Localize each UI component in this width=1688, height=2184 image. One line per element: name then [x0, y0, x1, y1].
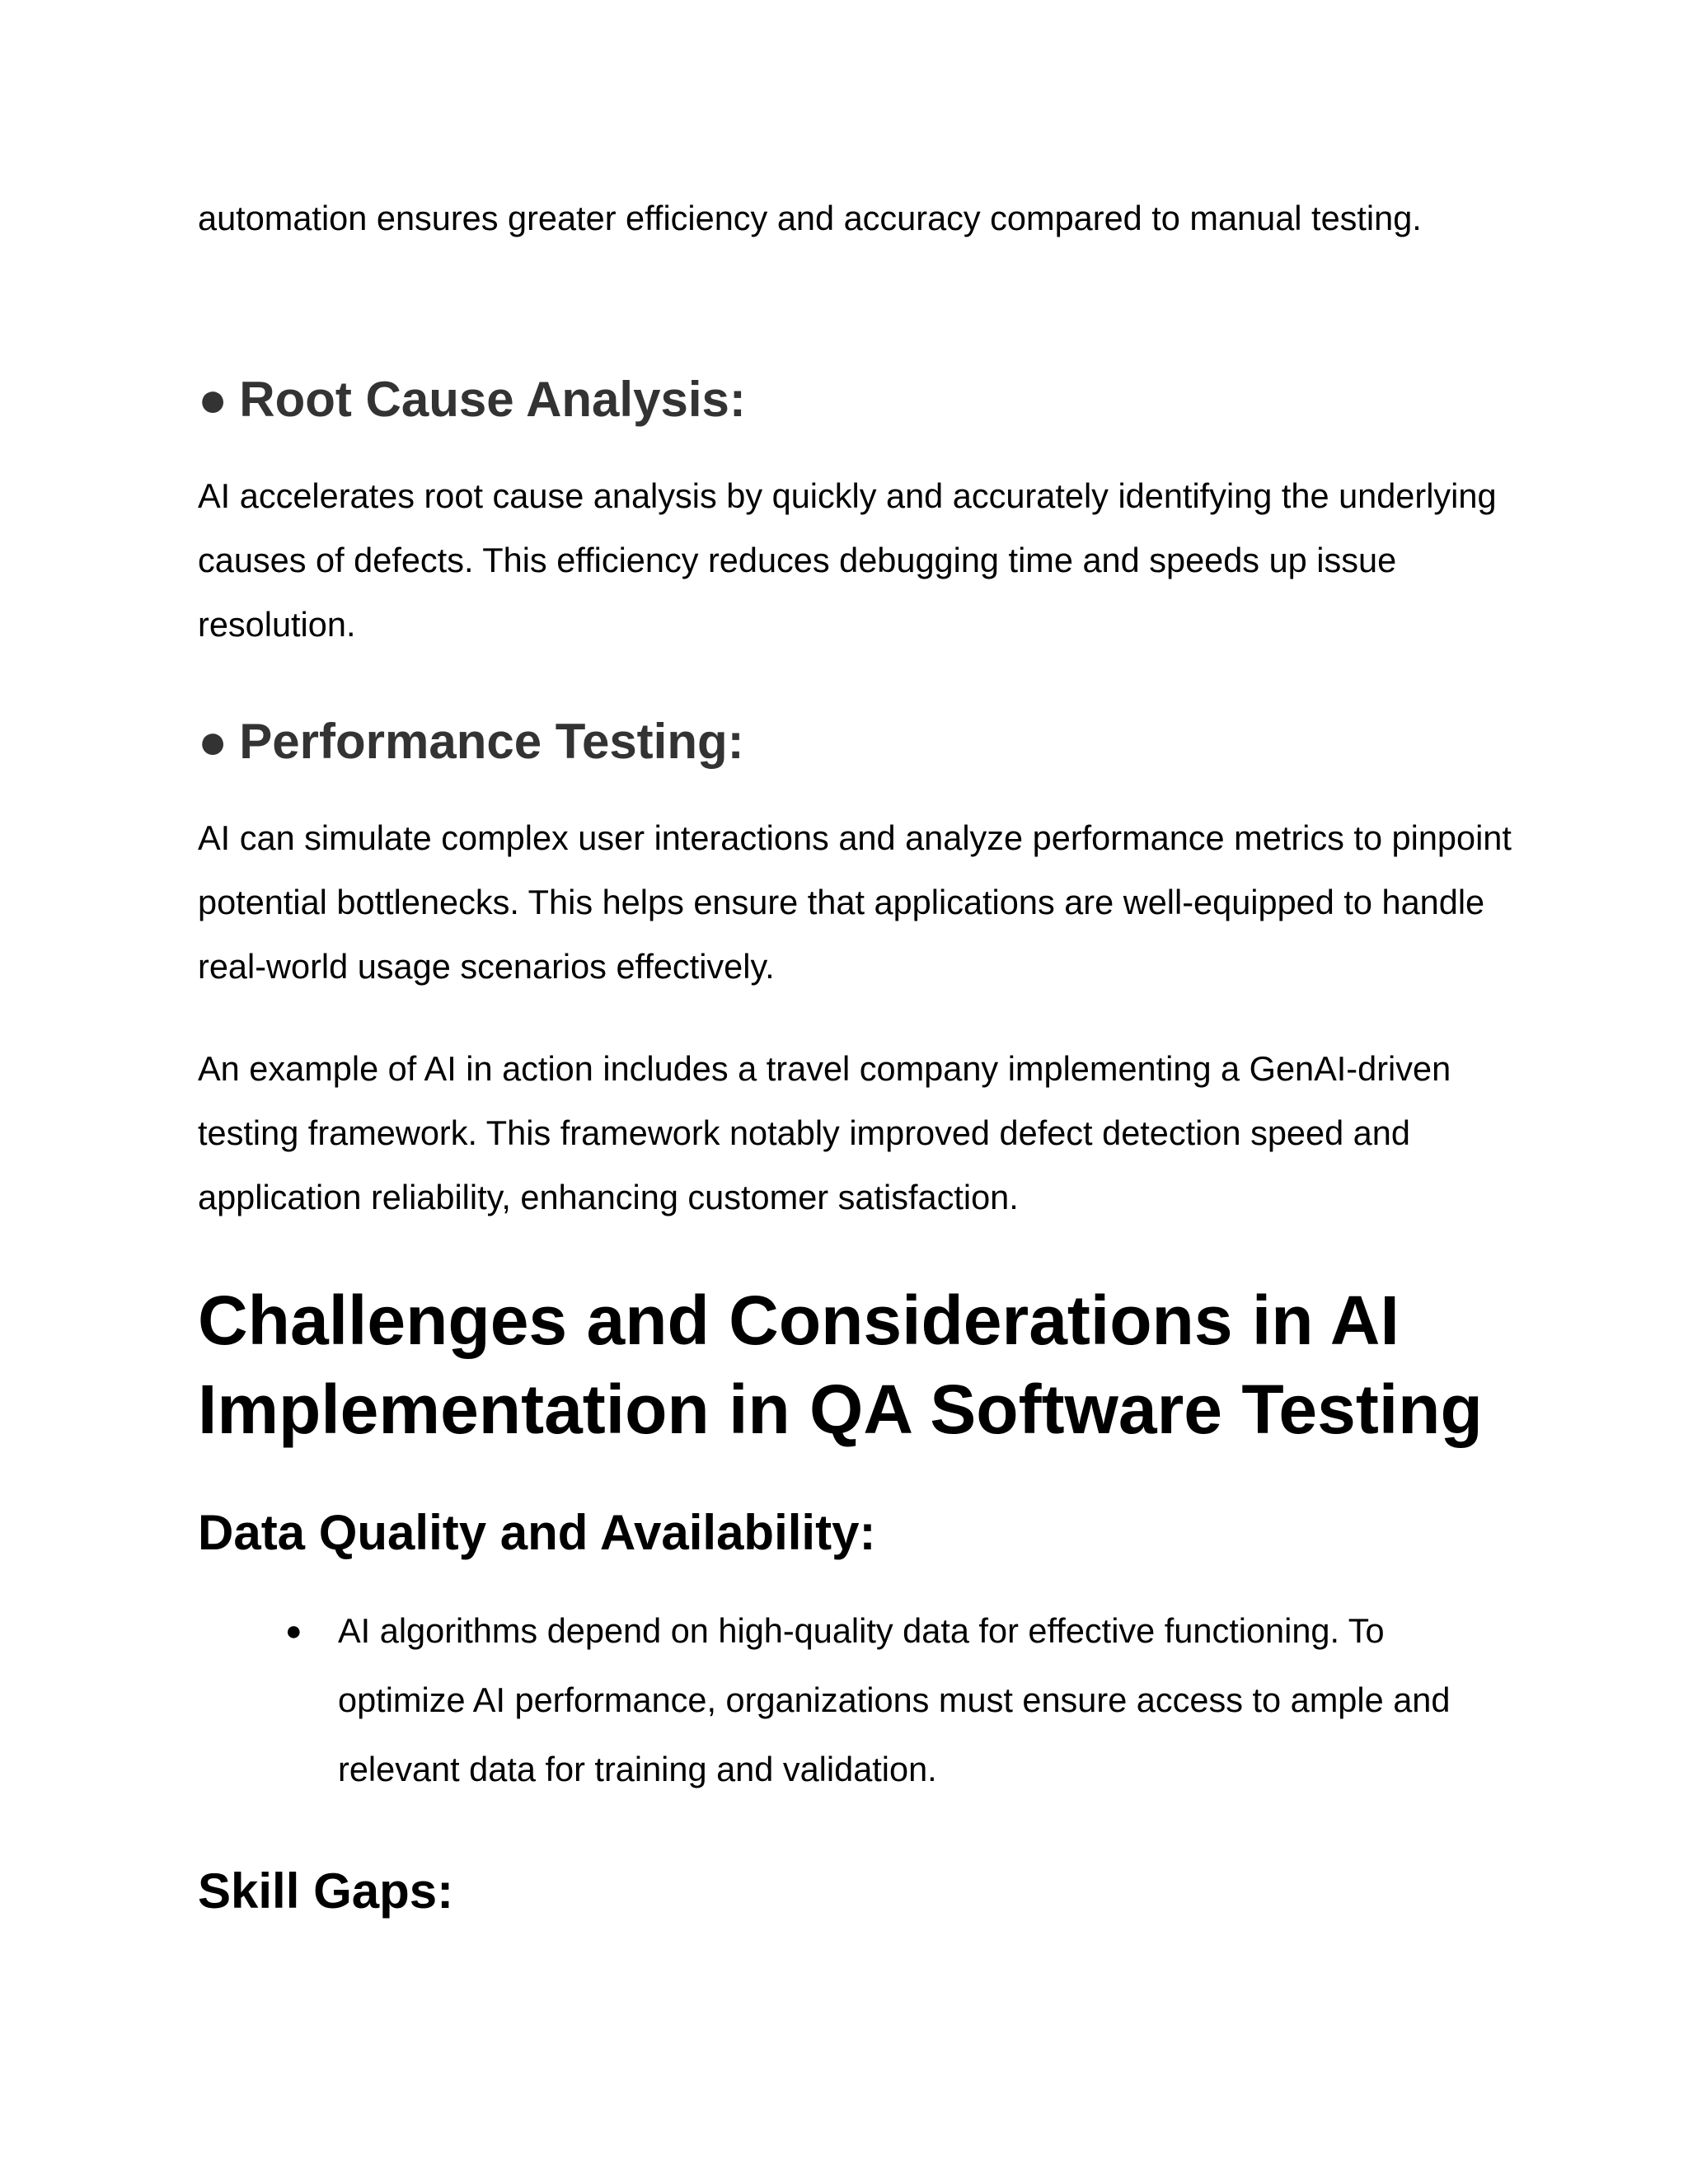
bullet-icon: ● [285, 1615, 302, 1647]
example-paragraph: An example of AI in action includes a travel company implementing a GenAI-driven testing framework. This framework notably improved defect detection speed and application reliability, enhancing customer satisfaction. [198, 1049, 1451, 1216]
list-item-text: AI algorithms depend on high-quality data for effective functioning. To optimize AI performance, organizations must ensure access to ample and relevant data for training and validation. [338, 1611, 1451, 1788]
list-item [198, 1596, 1517, 1804]
performance-testing-body: AI can simulate complex user interactions and analyze performance metrics to pinpoint potential bottlenecks. This helps ensure that applications are well-equipped to handle real-world usage scenarios effectively. [198, 818, 1512, 986]
root-cause-analysis-body: AI accelerates root cause analysis by quickly and accurately identifying the underlying causes of defects. This efficiency reduces debugging time and speeds up issue resolution. [198, 476, 1497, 644]
data-quality-heading: Data Quality and Availability: [198, 1505, 876, 1560]
bullet-icon: ● [198, 714, 228, 769]
root-cause-analysis-heading [198, 367, 746, 433]
bullet-icon: ● [198, 372, 228, 427]
performance-testing-heading-text: Performance Testing: [239, 714, 744, 769]
section-title: Challenges and Considerations in AI Implementation in QA Software Testing [198, 1282, 1483, 1448]
intro-paragraph: automation ensures greater efficiency and accuracy compared to manual testing. [198, 199, 1422, 237]
performance-testing-heading [198, 709, 744, 775]
root-cause-analysis-heading-text: Root Cause Analysis: [239, 372, 746, 427]
data-quality-list [198, 1596, 1517, 1804]
skill-gaps-heading: Skill Gaps: [198, 1863, 454, 1919]
